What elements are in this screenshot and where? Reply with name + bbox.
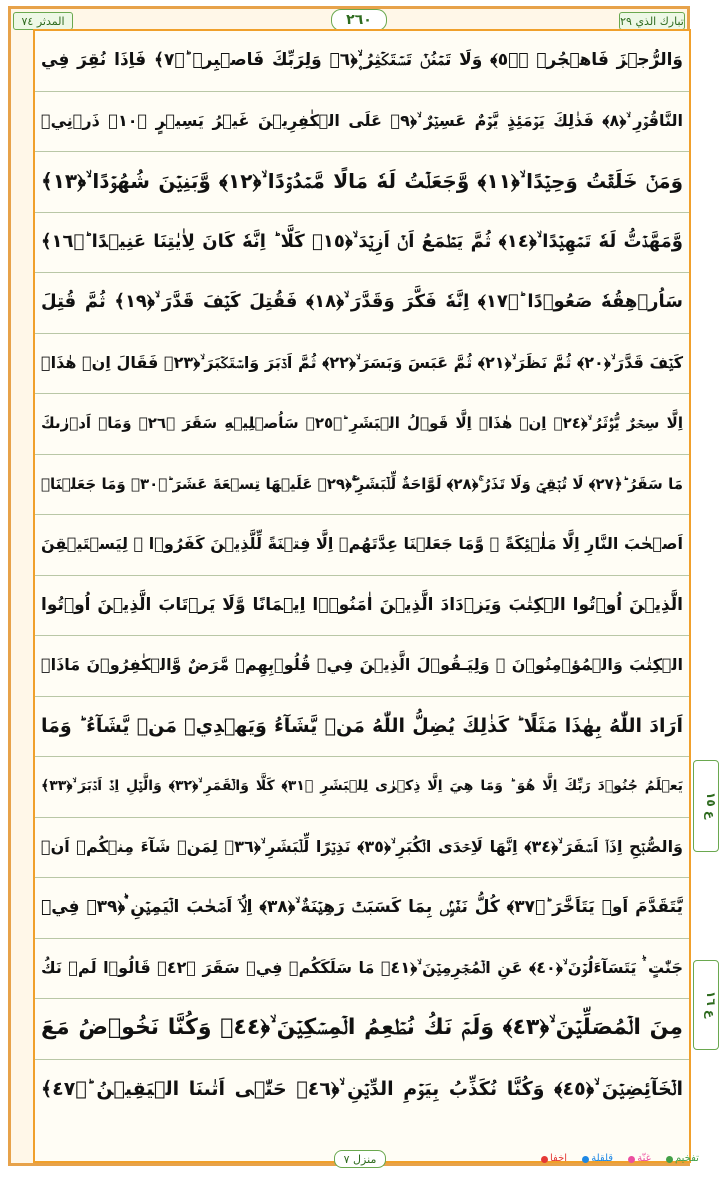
legend-label: قلقلة: [591, 1153, 614, 1164]
text-line: وَالصُّبۡحِ اِذَاۤ اَسۡفَرَ ۙ﴿٣٤﴾ اِنَّهَا لَاِحۡدَى الۡكُبَرِ ۙ﴿٣٥﴾ نَذِيۡرًا لِّلۡبَشَرِ ۙ﴿٣٦﴾ لِمَنۡ شَآءَ مِنۡكُمۡ اَنۡ: [35, 818, 689, 879]
manzil-label: منزل ٧: [334, 1150, 386, 1168]
text-line: مَا سَقَرُ ؕ﴿٢٧﴾ لَا تُبۡقِيۡ وَلَا تَذَرُ ۚ﴿٢٨﴾ لَوَّاحَةٌ لِّلۡبَشَرِ ۚۖ﴿٢٩﴾ عَلَيۡهَا تِسۡعَةَ عَشَرَ ؕ﴿٣٠﴾ وَمَا جَعَلۡنَاۤ: [35, 455, 689, 516]
legend-dot-icon: [628, 1156, 635, 1163]
ruku-badge-16: ع ١٦: [693, 960, 719, 1050]
page-frame: [8, 6, 699, 1166]
text-line: اِلَّا سِحۡرٌ يُّؤۡثَرُ ۙ﴿٢٤﴾ اِنۡ هٰذَاۤ اِلَّا قَوۡلُ الۡبَشَرِ ؕ﴿٢٥﴾ سَاُصۡلِيۡهِ سَقَرَ ﴿٢٦﴾ وَمَاۤ اَدۡرٰىكَ: [35, 394, 689, 455]
legend-item: [628, 1150, 651, 1168]
text-line: جَنّٰتٍ ۛؕ يَتَسَآءَلُوۡنَ ۙ﴿٤٠﴾ عَنِ الۡمُجۡرِمِيۡنَ ۙ﴿٤١﴾ مَا سَلَكَكُمۡ فِيۡ سَقَرَ ﴿٤٢﴾ قَالُوۡا لَمۡ نَكُ: [35, 939, 689, 1000]
text-line: الَّذِيۡنَ اُوۡتُوا الۡكِتٰبَ وَيَزۡدَادَ الَّذِيۡنَ اٰمَنُوۡۤا اِيۡمَانًا وَّلَا يَرۡتَابَ الَّذِيۡنَ اُوۡتُوا: [35, 576, 689, 637]
legend-item: [582, 1150, 613, 1168]
legend-item: [541, 1150, 567, 1168]
text-line: اَرَادَ اللّٰهُ بِهٰذَا مَثَلًا ؕ كَذٰلِكَ يُضِلُّ اللّٰهُ مَنۡ يَّشَآءُ وَيَهۡدِيۡ مَنۡ يَّشَآءُ ؕ وَمَا: [35, 697, 689, 758]
text-line: الۡخَآئِضِيۡنَ ۙ﴿٤٥﴾ وَكُنَّا نُكَذِّبُ بِيَوۡمِ الدِّيۡنِ ۙ﴿٤٦﴾ حَتّٰۤى اَتٰٮنَا الۡيَقِيۡنُ ؕ﴿٤٧﴾: [41, 1077, 683, 1100]
legend-dot-icon: [666, 1156, 673, 1163]
tajweed-legend: [541, 1150, 699, 1168]
text-line: كَيۡفَ قَدَّرَ ۙ﴿٢٠﴾ ثُمَّ نَظَرَ ۙ﴿٢١﴾ ثُمَّ عَبَسَ وَبَسَرَ ۙ﴿٢٢﴾ ثُمَّ اَدۡبَرَ وَاسۡتَكۡبَرَ ۙ﴿٢٣﴾ فَقَالَ اِنۡ هٰذَاۤ: [35, 334, 689, 395]
text-line: سَاُرۡهِقُهٗ صَعُوۡدًا ؕ﴿١٧﴾ اِنَّهٗ فَكَّرَ وَقَدَّرَ ۙ﴿١٨﴾ فَقُتِلَ كَيۡفَ قَدَّرَ ۙ﴿١٩﴾ ثُمَّ قُتِلَ: [35, 273, 689, 334]
text-line: الۡكِتٰبَ وَالۡمُؤۡمِنُوۡنَ ۙ وَلِيَـقُوۡلَ الَّذِيۡنَ فِيۡ قُلُوۡبِهِمۡ مَّرَضٌ وَّالۡكٰفِرُوۡنَ مَاذَاۤ: [35, 636, 689, 697]
legend-label: اخفا: [550, 1153, 568, 1164]
text-line: اَصۡحٰبَ النَّارِ اِلَّا مَلٰۤئِكَةً ۪ وَّمَا جَعَلۡنَا عِدَّتَهُمۡ اِلَّا فِتۡنَةً لِّلَّذِيۡنَ كَفَرُوۡا ۙ لِيَسۡتَيۡقِنَ: [35, 515, 689, 576]
legend-item: [666, 1150, 699, 1168]
legend-label: غنّة: [637, 1153, 651, 1164]
text-line: وَمَنۡ خَلَقۡتُ وَحِيۡدًا ۙ﴿١١﴾ وَّجَعَلۡتُ لَهٗ مَالًا مَّمۡدُوۡدًا ۙ﴿١٢﴾ وَّبَنِيۡنَ شُهُوۡدًا ۙ﴿١٣﴾: [35, 152, 689, 213]
text-line: مِنَ الۡمُصَلِّيۡنَ ۙ﴿٤٣﴾ وَلَمۡ نَكُ نُطۡعِمُ الۡمِسۡكِيۡنَ ۙ﴿٤٤﴾ وَكُنَّا نَخُوۡضُ مَعَ: [35, 999, 689, 1060]
juz-label: تبارك الذي ٢٩: [619, 12, 685, 30]
quran-text-lines: [35, 31, 689, 1120]
legend-label: تفخيم: [674, 1153, 699, 1164]
ruku-badge-15: ع ١٥: [693, 760, 719, 852]
text-line: وَّمَهَّدۡتُّ لَهٗ تَمۡهِيۡدًا ۙ﴿١٤﴾ ثُمَّ يَطۡمَعُ اَنۡ اَزِيۡدَ ۙ﴿١٥﴾ كَلَّا ؕ اِنَّهٗ كَانَ لِاٰيٰتِنَا عَنِيۡدًا ؕ﴿١٦﴾: [35, 213, 689, 274]
text-line: يَعۡلَمُ جُنُوۡدَ رَبِّكَ اِلَّا هُوَ ؕ وَمَا هِيَ اِلَّا ذِكۡرٰى لِلۡبَشَرِ ﴿٣١﴾ كَلَّا وَالۡقَمَرِ ۙ﴿٣٢﴾ وَالَّيۡلِ اِذۡ اَدۡبَرَ ۙ﴿٣٣﴾: [35, 757, 689, 818]
legend-dot-icon: [582, 1156, 589, 1163]
text-line: النَّاقُوۡرِ ۙ﴿٨﴾ فَذٰلِكَ يَوۡمَئِذٍ يَّوۡمٌ عَسِيۡرٌ ۙ﴿٩﴾ عَلَى الۡكٰفِرِيۡنَ غَيۡرُ يَسِيۡرٍ ﴿١٠﴾ ذَرۡنِيۡ: [35, 92, 689, 153]
text-line: وَالرُّجۡزَ فَاهۡجُرۡ ۙ﴿٥﴾ وَلَا تَمۡنُنۡ تَسۡتَكۡثِرُ ۪ۙ﴿٦﴾ وَلِرَبِّكَ فَاصۡبِرۡ ؕ﴿٧﴾ فَاِذَا نُقِرَ فِي: [35, 31, 689, 92]
text-line: يَّتَقَدَّمَ اَوۡ يَتَاَخَّرَ ؕ﴿٣٧﴾ كُلُّ نَفۡسٍۢ بِمَا كَسَبَتۡ رَهِيۡنَةٌ ۙ﴿٣٨﴾ اِلَّاۤ اَصۡحٰبَ الۡيَمِيۡنِ ۛؕ﴿٣٩﴾ فِيۡ: [35, 878, 689, 939]
legend-dot-icon: [541, 1156, 548, 1163]
surah-label: المدثر ٧٤: [13, 12, 73, 30]
page-number: ٢٦٠: [331, 9, 387, 31]
